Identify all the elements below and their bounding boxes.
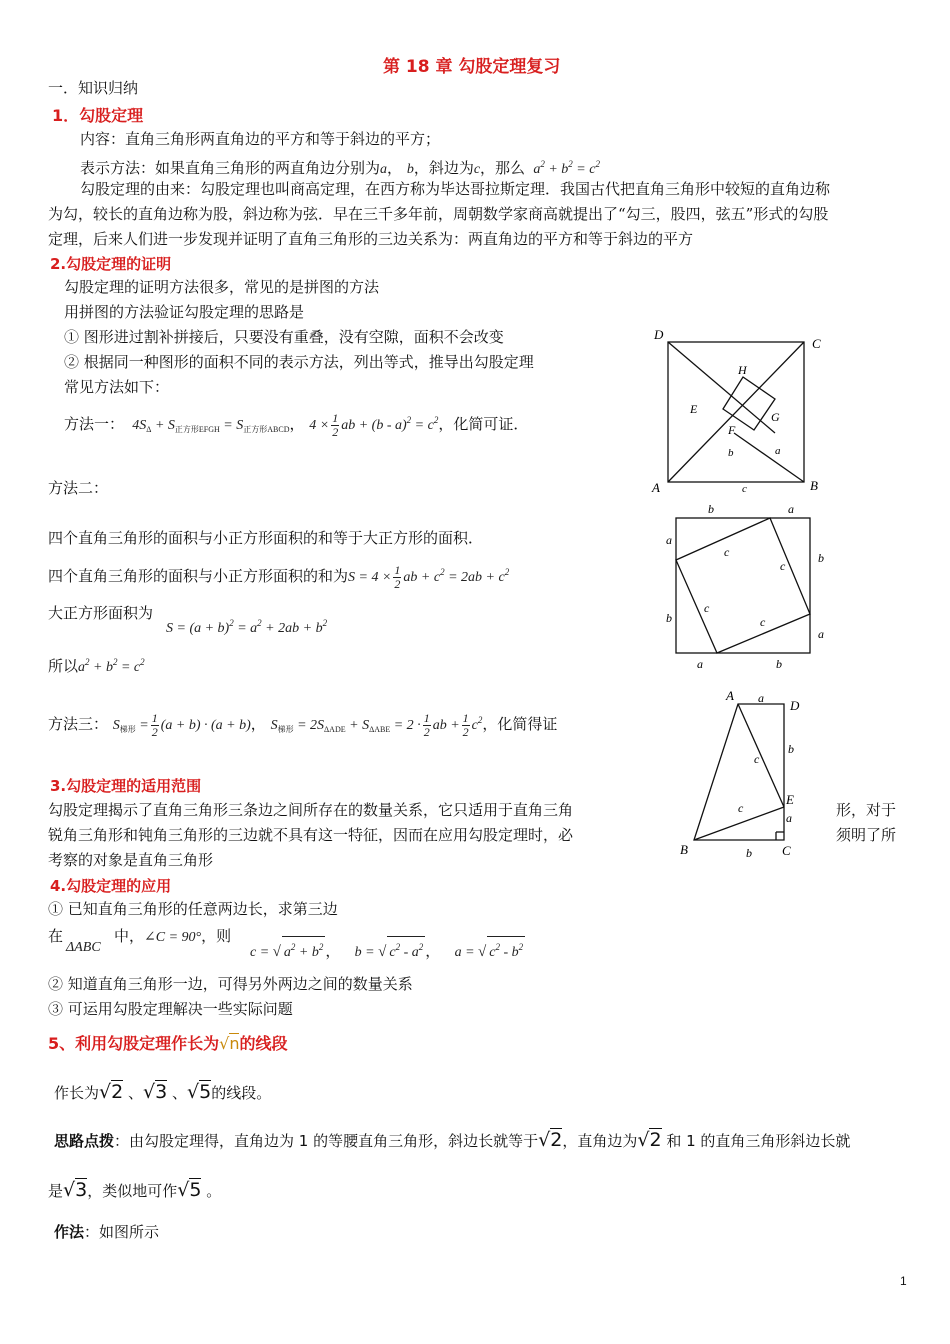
mid-label: 中， [114, 927, 145, 945]
s5-heading-post: 的线段 [239, 1034, 288, 1053]
fig1-label-D: D [654, 327, 664, 342]
origin-line-1: 勾股定理的由来：勾股定理也叫商高定理，在西方称为毕达哥拉斯定理．我国古代把直角三角形中较短的直角边称 [80, 180, 831, 198]
method-label: 作法 [54, 1223, 85, 1241]
method-2-label: 方法二： [48, 479, 109, 497]
fig3-label-B: B [680, 842, 688, 857]
sqrt-5-b: √5 [177, 1179, 202, 1201]
method-2-line-2 [48, 562, 509, 591]
var-b: b [406, 162, 414, 177]
m2-formula-2: $S = (a + b)^2 = a^2 + 2ab + b^2$ [166, 618, 328, 636]
fig3-trapezoid [694, 704, 784, 840]
method-text: ：如图所示 [84, 1223, 160, 1241]
sep-2: 、 [172, 1084, 188, 1102]
s4-heading: 4.勾股定理的应用 [50, 877, 172, 895]
sqrt-2-a-val: 2 [111, 1081, 124, 1103]
fig1-label-E: E [690, 402, 698, 416]
sqrt-5-b-val: 5 [189, 1179, 202, 1201]
fig2-c-1: c [724, 545, 730, 559]
s3-line-2a: 锐角三角形和钝角三角形的三边就不具有这一特征，因而在应用勾股定理时，必 [48, 826, 574, 844]
fig2-bottom-b: b [776, 657, 782, 671]
s3-line-1b: 形，对于 [836, 801, 897, 819]
hint-f: 。 [206, 1182, 222, 1200]
triangle-abc: ΔABC [66, 940, 101, 955]
hint-e: ，类似地可作 [87, 1182, 178, 1200]
fig3-label-c-2: c [738, 801, 744, 815]
s2-line-2: 用拼图的方法验证勾股定理的思路是 [64, 303, 305, 321]
m2-line2-text: 四个直角三角形的面积与小正方形面积的和为 [48, 567, 349, 585]
in-label: 在 [48, 927, 64, 945]
s2-heading: 2.勾股定理的证明 [50, 255, 172, 273]
fig2-c-4: c [760, 615, 766, 629]
fig3-label-top-a: a [758, 691, 764, 705]
fig2-left-b: b [666, 611, 672, 625]
s4-line-2 [48, 926, 63, 946]
m3-label: 方法三： [48, 715, 109, 733]
fig3-label-c-1: c [754, 752, 760, 766]
fig2-inner-square [676, 518, 810, 653]
hint-c: 和 1 的直角三角形斜边长就 [666, 1132, 851, 1150]
s5-hint [54, 1130, 850, 1151]
m3-tail: ，化简得证 [482, 715, 558, 733]
fig1-label-C: C [812, 336, 821, 351]
hint-label: 思路点拨 [54, 1132, 115, 1150]
m1-sub-efgh: 正方形EFGH [174, 425, 220, 434]
s1-content: 内容：直角三角形两直角边的平方和等于斜边的平方； [80, 130, 441, 148]
fig1-label-b: b [728, 447, 734, 459]
m2-formula-1: S = 4 × $\frac{1}{2}$ ab + $c^2 = 2ab + c^2$ [348, 563, 510, 592]
s2-line-4: ② 根据同一种图形的面积不同的表示方法，列出等式，推导出勾股定理 [64, 353, 534, 371]
fig3-label-C: C [782, 843, 791, 858]
then-label: ，则 [201, 927, 232, 945]
fig2-right-b: b [818, 551, 824, 565]
s2-line-3: ① 图形进过割补拼接后，只要没有重叠，没有空隙，面积不会改变 [64, 328, 504, 346]
s5-task [54, 1082, 271, 1103]
fig1-line-b [734, 433, 804, 482]
hyp-text: ，斜边为 [413, 159, 474, 177]
hint-b: ，直角边为 [562, 1132, 638, 1150]
m3-formula-a: $S_{梯形}$ = $\frac{1}{2}$ (a + b) · (a + b) [112, 711, 251, 740]
s4-line-4: ③ 可运用勾股定理解决一些实际问题 [48, 1000, 293, 1018]
sqrt-3-a: √3 [143, 1081, 168, 1103]
formula-a: a = √ $c^2 - b^2$ [455, 945, 526, 960]
fig2-top-a: a [788, 502, 794, 516]
sqrt-n-value: n [229, 1034, 240, 1053]
sqrt-2-a: √2 [99, 1081, 124, 1103]
m2-formula-3: $a^2 + b^2 = c^2$ [78, 657, 145, 675]
m2-line4-text: 所以 [48, 657, 79, 675]
s4-line-1: ① 已知直角三角形的任意两边长，求第三边 [48, 900, 338, 918]
s2-line-5: 常见方法如下： [64, 378, 170, 396]
fig2-right-a: a [818, 627, 824, 641]
sqrt-2-b-val: 2 [550, 1129, 563, 1151]
s1-representation [80, 154, 600, 180]
var-c: c [473, 162, 481, 177]
sqrt-2-c-val: 2 [649, 1129, 662, 1151]
then-text: ，那么 [480, 159, 526, 177]
fig1-label-A: A [652, 480, 660, 495]
s5-heading [48, 1031, 288, 1054]
page-number: 1 [900, 1274, 907, 1288]
fig3-label-D: D [790, 698, 800, 713]
m3-formula-b: $S_{梯形} = 2S_{\Delta ADE} + S_{\Delta ABE} = 2$ · $\frac{1}{2}$ ab + $\frac{1}{2}$ $c^2$ [270, 711, 483, 740]
figure-2-tilted-square [660, 500, 835, 675]
sqrt-3-b-val: 3 [75, 1179, 88, 1201]
var-a: a [380, 162, 388, 177]
s4-line-3: ② 知道直角三角形一边，可得另外两边之间的数量关系 [48, 975, 413, 993]
fig3-label-right-a: a [786, 811, 792, 825]
fig2-top-b: b [708, 502, 714, 516]
hint-d: 是 [48, 1182, 64, 1200]
s4-formulas: c = √ $a^2 + b^2$ ， b = √ $c^2 - a^2$ ， a = √ $c^2 - b^2$ [250, 936, 525, 963]
sqrt-3-a-val: 3 [155, 1081, 168, 1103]
rep-prefix: 表示方法：如果直角三角形的两直角边分别为 [80, 159, 381, 177]
formula-c: c = √ $a^2 + b^2$ [250, 945, 325, 960]
sqrt-3-b: √3 [63, 1179, 88, 1201]
m1-formula-a: $4S_\Delta + S_{正方形EFGH} = S_{正方形ABCD}$ [128, 418, 290, 434]
hint-a: ：由勾股定理得，直角边为 1 的等腰直角三角形，斜边长就等于 [114, 1132, 539, 1150]
fig2-bottom-a: a [697, 657, 703, 671]
pythagoras-formula: $a^2 + b^2 = c^2$ [529, 159, 600, 177]
fig1-label-B: B [810, 478, 818, 493]
fig1-label-G: G [771, 410, 780, 424]
comma-1: ， [387, 159, 403, 177]
fig3-label-E: E [786, 792, 794, 807]
s3-line-2b: 须明了所 [836, 826, 897, 844]
method-2-line-3 [48, 603, 153, 623]
method-2-line-4 [48, 652, 145, 678]
s3-line-3: 考察的对象是直角三角形 [48, 851, 214, 869]
fig3-line-ae [738, 704, 784, 807]
s2-line-1: 勾股定理的证明方法很多，常见的是拼图的方法 [64, 278, 380, 296]
sqrt-2-b: √2 [538, 1129, 563, 1151]
page-title: 第 18 章 勾股定理复习 [383, 57, 561, 77]
m1-sub-abcd: 正方形ABCD [243, 425, 290, 434]
fig1-label-c: c [742, 483, 747, 495]
origin-line-2: 为勾，较长的直角边称为股，斜边称为弦．早在三千多年前，周朝数学家商高就提出了“勾三，股四，弦五”形式的勾股 [48, 205, 829, 223]
sep-1: 、 [128, 1084, 144, 1102]
method-1: 方法一： $4S_\Delta + S_{正方形EFGH} = S_{正方形ABCD}$， 4 × $\frac{1}{2}$ ab + $(b - a)^2 = c^2$，化简可证． [64, 411, 529, 440]
fig3-label-A: A [726, 688, 734, 703]
sqrt-n: √n [219, 1034, 240, 1053]
m2-line3-text: 大正方形面积为 [48, 604, 154, 622]
formula-b: b = √ $c^2 - a^2$ [355, 945, 426, 960]
m3-sub-1: 梯形 [119, 725, 136, 734]
method-3: 方法三： $S_{梯形}$ = $\frac{1}{2}$ (a + b) · (a + b)， $S_{梯形} = 2S_{\Delta ADE} + S_{\Delta ABE} = 2$ · $\frac{1}{2}$ ab + $\frac{1}{2}$ $c^2$，化简得证 [48, 711, 558, 740]
task-post: 的线段。 [211, 1084, 272, 1102]
fig3-label-right-b: b [788, 742, 794, 756]
fig1-diagonal-ac [668, 342, 804, 482]
s1-heading: 1．勾股定理 [52, 106, 144, 125]
fig1-label-a: a [775, 445, 781, 457]
section-one-heading: 一．知识归纳 [48, 79, 139, 97]
figure-1-square-proof [640, 322, 830, 502]
fig3-label-bottom-b: b [746, 846, 752, 860]
sqrt-5-a: √5 [187, 1081, 212, 1103]
fig2-outer-square [676, 518, 810, 653]
figure-3-trapezoid [670, 682, 820, 862]
method-2-line-1: 四个直角三角形的面积与小正方形面积的和等于大正方形的面积． [48, 529, 484, 547]
fig1-label-F: F [728, 423, 736, 437]
task-pre: 作长为 [54, 1084, 100, 1102]
s3-line-1a: 勾股定理揭示了直角三角形三条边之间所存在的数量关系，它只适用于直角三角 [48, 801, 574, 819]
m1-label: 方法一： [64, 415, 125, 433]
s3-heading: 3.勾股定理的适用范围 [50, 777, 202, 795]
sqrt-5-a-val: 5 [199, 1081, 212, 1103]
m1-tail: ，化简可证． [438, 415, 529, 433]
s5-heading-pre: 5、利用勾股定理作长为 [48, 1034, 220, 1053]
m3-sub-2: 梯形 [277, 725, 294, 734]
fig2-left-a: a [666, 533, 672, 547]
fig1-label-H: H [738, 363, 747, 377]
fig2-c-3: c [704, 601, 710, 615]
origin-line-3: 定理，后来人们进一步发现并证明了直角三角形的三边关系为：两直角边的平方和等于斜边的平方 [48, 230, 694, 248]
fig2-c-2: c [780, 559, 786, 573]
m1-formula-b: 4 × $\frac{1}{2}$ ab + $(b - a)^2 = c^2$ [309, 411, 439, 440]
s5-hint-2 [48, 1180, 221, 1201]
s5-method [54, 1222, 159, 1242]
s4-mid [114, 926, 231, 948]
angle-c: ∠C = 90° [144, 930, 202, 945]
sqrt-2-c: √2 [637, 1129, 662, 1151]
